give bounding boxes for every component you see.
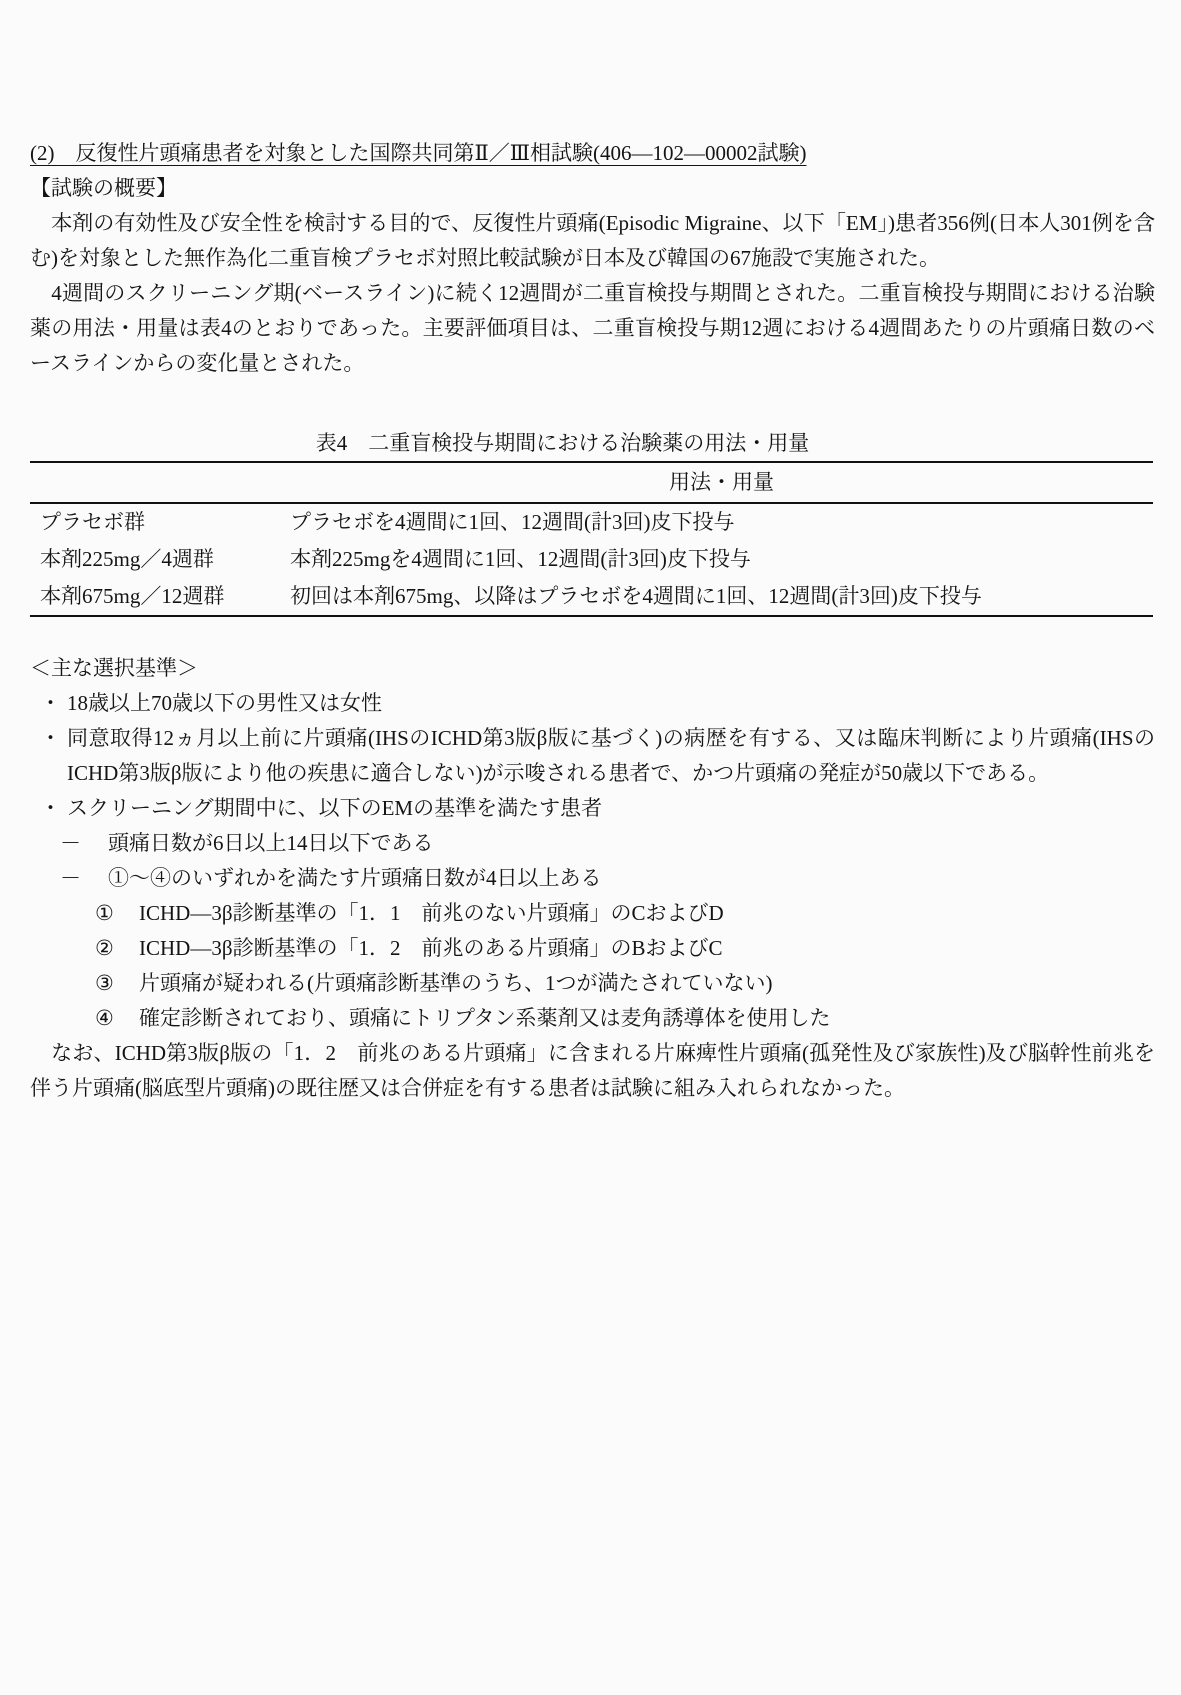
overview-label: 【試験の概要】 [30, 176, 177, 200]
dosage-cell: プラセボを4週間に1回、12週間(計3回)皮下投与 [290, 510, 735, 534]
sub-list-item-text: ①～④のいずれかを満たす片頭痛日数が4日以上ある [108, 866, 602, 890]
dash-marker: － [60, 831, 81, 855]
dosage-cell: 本剤225mgを4週間に1回、12週間(計3回)皮下投与 [290, 547, 751, 571]
numbered-item-marker: ③ [95, 971, 114, 995]
numbered-item-marker: ② [95, 936, 114, 960]
numbered-item-text: 確定診断されており、頭痛にトリプタン系薬剤又は麦角誘導体を使用した [139, 1006, 831, 1030]
table-row [30, 541, 1153, 578]
list-item [30, 721, 1155, 791]
group-cell: 本剤675mg／12週群 [40, 584, 225, 608]
numbered-item-text: ICHD—3β診断基準の「1．1 前兆のない片頭痛」のCおよびD [139, 901, 724, 925]
closing-paragraph: なお、ICHD第3版β版の「1．2 前兆のある片頭痛」に含まれる片麻痺性片頭痛(孤発性及び家族性)及び脳幹性前兆を伴う片頭痛(脳底型片頭痛)の既往歴又は合併症を有する患者は試験に組み入れられなかった。 [30, 1041, 1155, 1100]
table-row [30, 578, 1153, 616]
dash-marker: － [60, 866, 81, 890]
numbered-item-marker: ① [95, 901, 114, 925]
numbered-item [30, 966, 1155, 1001]
overview-paragraph-1: 本剤の有効性及び安全性を検討する目的で、反復性片頭痛(Episodic Migraine、以下「EM」)患者356例(日本人301例を含む)を対象とした無作為化二重盲検プラセボ対照比較試験が日本及び韓国の67施設で実施された。 [30, 211, 1155, 270]
bullet-marker: ・ [40, 796, 61, 820]
sub-list-item-text: 頭痛日数が6日以上14日以下である [108, 831, 434, 855]
bullet-marker: ・ [40, 726, 61, 750]
numbered-item-marker: ④ [95, 1006, 114, 1030]
table-row [30, 503, 1153, 541]
list-item-text: スクリーニング期間中に、以下のEMの基準を満たす患者 [67, 796, 603, 820]
dosage-table-header-row [30, 462, 1153, 503]
section-heading [30, 136, 1155, 171]
numbered-item [30, 896, 1155, 931]
list-item [30, 791, 1155, 826]
group-cell: 本剤225mg／4週群 [40, 547, 214, 571]
numbered-item-text: 片頭痛が疑われる(片頭痛診断基準のうち、1つが満たされていない) [139, 971, 773, 995]
section-heading-text: (2) 反復性片頭痛患者を対象とした国際共同第Ⅱ／Ⅲ相試験(406—102—00002試験) [30, 141, 807, 165]
dosage-table [30, 461, 1153, 617]
bullet-marker: ・ [40, 691, 61, 715]
numbered-item-text: ICHD—3β診断基準の「1．2 前兆のある片頭痛」のBおよびC [139, 936, 723, 960]
dosage-cell: 初回は本剤675mg、以降はプラセボを4週間に1回、12週間(計3回)皮下投与 [290, 584, 982, 608]
sub-list-item [30, 861, 1155, 896]
numbered-item [30, 931, 1155, 966]
numbered-item [30, 1001, 1155, 1036]
table-caption: 表4 二重盲検投与期間における治験薬の用法・用量 [315, 431, 810, 455]
dosage-table-header-dosage: 用法・用量 [290, 462, 1153, 503]
list-item-text: 18歳以上70歳以下の男性又は女性 [67, 691, 382, 715]
list-item [30, 686, 1155, 721]
overview-paragraph-2: 4週間のスクリーニング期(ベースライン)に続く12週間が二重盲検投与期間とされた。二重盲検投与期間における治験薬の用法・用量は表4のとおりであった。主要評価項目は、二重盲検投与期12週における4週間あたりの片頭痛日数のベースラインからの変化量とされた。 [30, 281, 1155, 375]
criteria-heading: ＜主な選択基準＞ [30, 656, 198, 680]
list-item-text: 同意取得12ヵ月以上前に片頭痛(IHSのICHD第3版β版に基づく)の病歴を有する、又は臨床判断により片頭痛(IHSのICHD第3版β版により他の疾患に適合しない)が示唆される患者で、かつ片頭痛の発症が50歳以下である。 [67, 726, 1155, 785]
sub-list-item [30, 826, 1155, 861]
dosage-table-header-group [30, 462, 290, 503]
group-cell: プラセボ群 [40, 510, 145, 534]
